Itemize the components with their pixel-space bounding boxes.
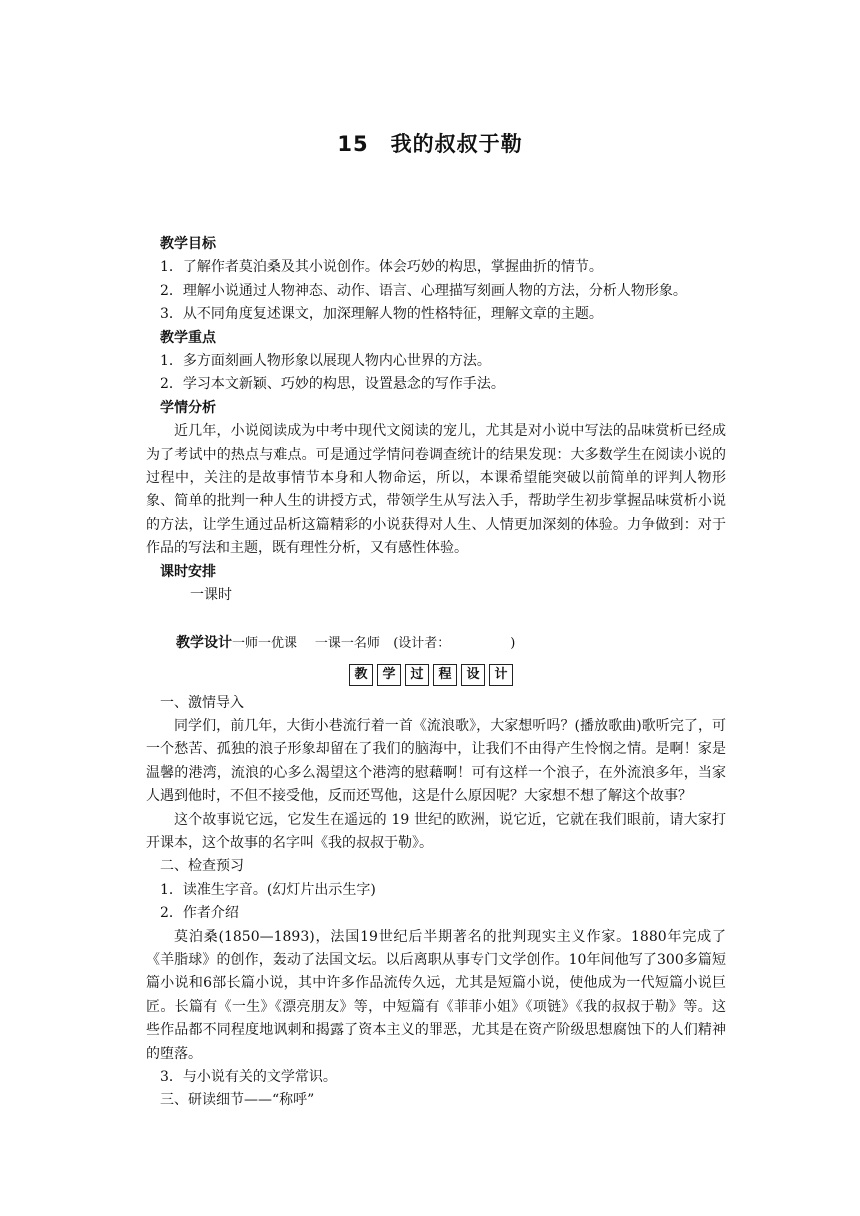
- box-char-6: 计: [489, 664, 513, 686]
- section-1-paragraph-2: 这个故事说它远，它发生在遥远的 19 世纪的欧洲，说它近，它就在我们眼前，请大家打开课本，这个故事的名字叫《我的叔叔于勒》。: [146, 811, 726, 851]
- design-motto-left: 一师一优课: [232, 635, 298, 651]
- process-design-boxes: [136, 663, 726, 686]
- author-paragraph: 莫泊桑(1850—1893)，法国19世纪后半期著名的批判现实主义作家。1880年完成了《羊脂球》的创作，轰动了法国文坛。以后离职从事专门文学创作。10年间他写了300多篇短篇小说和6部长篇小说，其中许多作品流传久远，尤其是短篇小说，使他成为一代短篇小说巨匠。长篇有《一生》《漂亮朋友》等，中短篇有《菲菲小姐》《项链》《我的叔叔于勒》等。这些作品都不同程度地讽刺和揭露了资本主义的罪恶，尤其是在资产阶级思想腐蚀下的人们精神的堕落。: [146, 928, 726, 1062]
- section-2-heading: 二、检查预习: [160, 858, 244, 875]
- key-point-item-1: 1．多方面刻画人物形象以展现人物内心世界的方法。: [160, 353, 491, 370]
- goals-heading: 教学目标: [160, 236, 216, 252]
- section-2-item-1: 1．读准生字音。(幻灯片出示生字): [160, 881, 376, 898]
- goal-item-3: 3．从不同角度复述课文，加深理解人物的性格特征，理解文章的主题。: [160, 306, 603, 323]
- designer-label: (设计者：: [393, 635, 451, 651]
- page-title: [0, 128, 860, 158]
- section-2-item-3: 3．与小说有关的文学常识。: [160, 1069, 337, 1085]
- goal-item-1: 1．了解作者莫泊桑及其小说创作。体会巧妙的构思，掌握曲折的情节。: [160, 259, 603, 276]
- designer-end: ): [510, 635, 516, 651]
- box-char-2: 学: [377, 664, 401, 686]
- design-label: 教学设计: [176, 634, 232, 651]
- section-3-heading: 三、研读细节——“称呼”: [160, 1092, 315, 1109]
- box-char-4: 程: [433, 664, 457, 686]
- section-2-item-2: 2．作者介绍: [160, 905, 239, 922]
- design-line: [136, 632, 726, 655]
- schedule-text: 一课时: [190, 587, 232, 604]
- box-char-3: 过: [405, 664, 429, 686]
- goal-item-2: 2．理解小说通过人物神态、动作、语言、心理描写刻画人物的方法，分析人物形象。: [160, 282, 687, 299]
- document-body: [136, 233, 726, 1113]
- box-char-5: 设: [461, 664, 485, 686]
- lesson-number: 15: [337, 132, 369, 156]
- key-points-heading: 教学重点: [160, 329, 216, 346]
- box-char-1: 教: [349, 664, 373, 686]
- analysis-heading: 学情分析: [160, 399, 216, 416]
- section-1-heading: 一、激情导入: [160, 694, 244, 711]
- section-1-paragraph-1: 同学们，前几年，大街小巷流行着一首《流浪歌》，大家想听吗？(播放歌曲)歌听完了，可一个愁苦、孤独的浪子形象却留在了我们的脑海中，让我们不由得产生怜悯之情。是啊！家是温馨的港湾，流浪的心多么渴望这个港湾的慰藉啊！可有这样一个浪子，在外流浪多年，当家人遇到他时，不但不接受他，反而还骂他，这是什么原因呢？大家想不想了解这个故事？: [146, 717, 726, 805]
- key-point-item-2: 2．学习本文新颖、巧妙的构思，设置悬念的写作手法。: [160, 376, 505, 393]
- schedule-heading: 课时安排: [160, 563, 216, 580]
- analysis-paragraph: 近几年，小说阅读成为中考中现代文阅读的宠儿，尤其是对小说中写法的品味赏析已经成为了考试中的热点与难点。可是通过学情问卷调查统计的结果发现：大多数学生在阅读小说的过程中，关注的是故事情节本身和人物命运，所以，本课希望能突破以前简单的评判人物形象、简单的批判一种人生的讲授方式，带领学生从写法入手，帮助学生初步掌握品味赏析小说的方法，让学生通过品析这篇精彩的小说获得对人生、人情更加深刻的体验。力争做到：对于作品的写法和主题，既有理性分析，又有感性体验。: [146, 423, 726, 557]
- lesson-title: 我的叔叔于勒: [390, 132, 523, 156]
- design-motto-right: 一课一名师: [314, 635, 380, 651]
